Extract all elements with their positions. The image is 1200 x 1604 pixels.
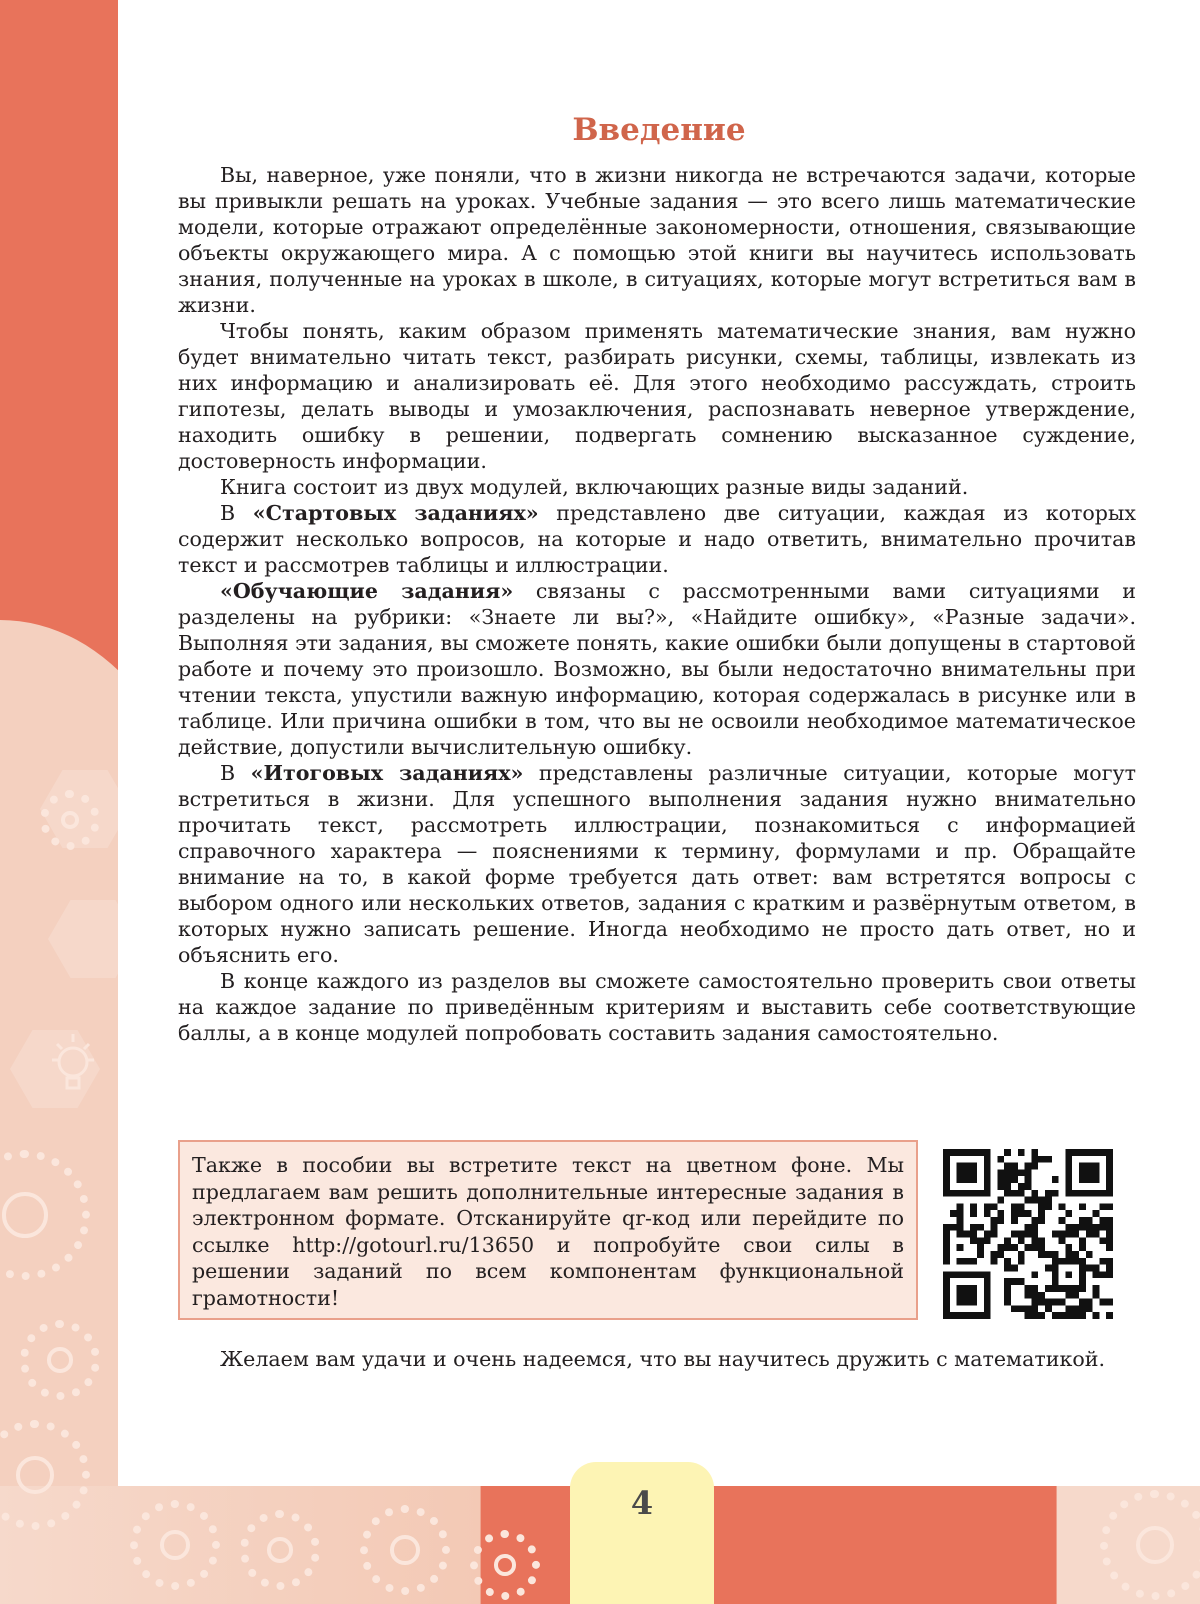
gear-icon [130,1500,220,1590]
text-span: связаны с рассмотренными вами ситуациями и разделены на рубрики: «Знаете ли вы?», «Найдите ошибку», «Разные задачи». Выполняя эти задания, вы сможете понять, какие ошибки были допущены в стартовой работе и почему это произошло. Возможно, вы были недостаточно внимательны при чтении текста, упустили важную информацию, которая содержалась в рисунке или в таблице. Или причина ошибки в том, что вы не освоили необходимое математическое действие, допустили вычислительную ошибку. [178,579,1136,759]
gear-icon [240,1510,320,1590]
page-sheet [118,0,1200,1486]
text-span: представлены различные ситуации, которые могут встретиться в жизни. Для успешного выполнения задания нужно внимательно прочитать текст, рассмотреть иллюстрации, познакомиться с информацией справочного характера — пояснениями к термину, формулами и пр. Обращайте внимание на то, в какой форме требуется дать ответ: вам встретятся вопросы с выбором одного или нескольких ответов, задания с кратким и развёрнутым ответом, в которых нужно записать решение. Иногда необходимо не просто дать ответ, но и объяснить его. [178,761,1136,967]
text-span: представлено две ситуации, каждая из которых содержит несколько вопросов, на которые и надо ответить, внимательно прочитав текст и рассмотрев таблицы и иллюстрации. [178,501,1136,577]
bold-term: «Обучающие задания» [220,579,514,603]
gear-icon [470,1530,540,1600]
gear-icon [360,1505,450,1595]
body-text [178,162,1136,1046]
paragraph: Книга состоит из двух модулей, включающих разные виды заданий. [220,475,969,499]
page-number-tab [570,1462,714,1604]
page-number: 4 [630,1484,654,1522]
page-title: Введение [572,112,746,148]
gear-icon [1100,1490,1200,1600]
paragraph: В конце каждого из разделов вы сможете самостоятельно проверить свои ответы на каждое задание по приведённым критериям и выставить себе соответствующие баллы, а в конце модулей попробовать составить задания самостоятельно. [178,969,1136,1045]
paragraph-final-tasks [178,760,1136,968]
paragraph: Вы, наверное, уже поняли, что в жизни никогда не встречаются задачи, которые вы привыкли решать на уроках. Учебные задания — это всего лишь математические модели, которые отражают определённые закономерности, отношения, связывающие объекты окружающего мира. А с помощью этой книги вы научитесь использовать знания, полученные на уроках в школе, в ситуациях, которые могут встретиться вам в жизни. [178,163,1136,317]
bold-term: «Стартовых заданиях» [252,501,539,525]
bold-term: «Итоговых заданиях» [250,761,524,785]
paragraph-start-tasks [178,500,1136,578]
text-span: В [220,501,253,525]
paragraph: Чтобы понять, каким образом применять математические знания, вам нужно будет внимательно читать текст, разбирать рисунки, схемы, таблицы, извлекать из них информацию и анализировать её. Для этого необходимо рассуждать, строить гипотезы, делать выводы и умозаключения, распознавать неверное утверждение, находить ошибку в решении, подвергать сомнению высказанное суждение, достоверность информации. [178,319,1136,473]
gear-icon [20,1320,100,1400]
text-span: В [220,761,251,785]
lightbulb-icon [48,1030,98,1110]
closing-text: Желаем вам удачи и очень надеемся, что вы научитесь дружить с математикой. [220,1347,1106,1371]
paragraph-training-tasks [178,578,1136,760]
qr-code-icon[interactable] [943,1149,1113,1319]
gear-icon [40,790,100,850]
note-box: Также в пособии вы встретите текст на цветном фоне. Мы предлагаем вам решить дополнительные интересные задания в электронном формате. Отсканируйте qr-код или перейдите по ссылке http://gotourl.ru/13650 и попробуйте свои силы в решении заданий по всем компонентам функциональной грамотности! [178,1140,918,1320]
